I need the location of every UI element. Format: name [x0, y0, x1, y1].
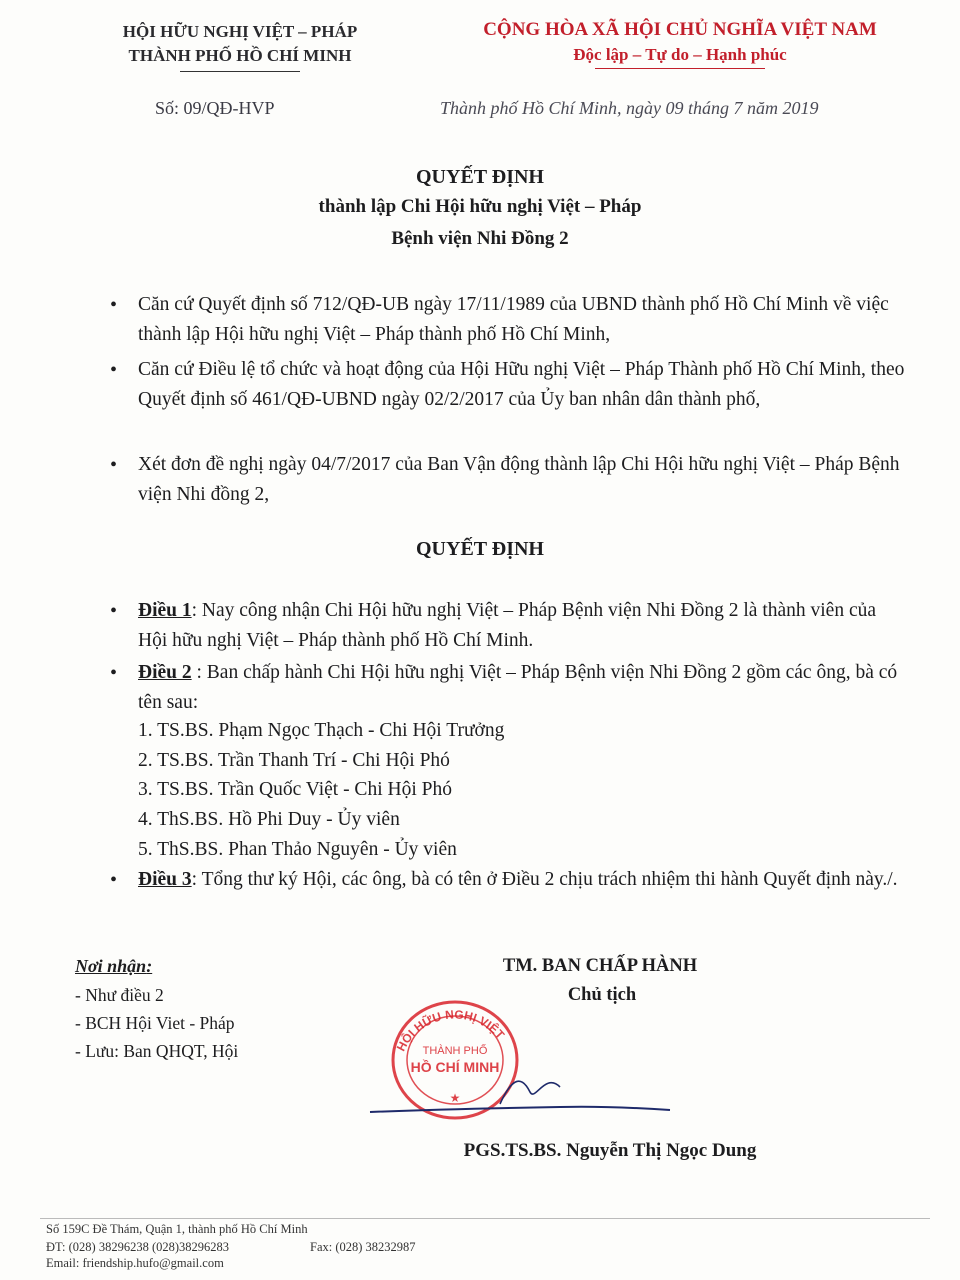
basis-text: Căn cứ Điều lệ tổ chức và hoạt động của Hội Hữu nghị Việt – Pháp Thành phố Hồ Chí Minh, theo Quyết định số 461/QĐ-UBND ngày 02/2/2017 của Ủy ban nhân dân thành phố,: [138, 359, 905, 410]
article-2-label: Điều 2: [138, 662, 192, 683]
bullet-icon: •: [110, 869, 118, 891]
stamp-line-2: HỒ CHÍ MINH: [410, 1059, 500, 1075]
bullet-icon: •: [110, 600, 118, 622]
member-item: 3. TS.BS. Trần Quốc Việt - Chi Hội Phó: [138, 779, 452, 800]
footer-divider: [40, 1218, 930, 1219]
recipients-heading: [75, 956, 152, 977]
org-name: HỘI HỮU NGHỊ VIỆT – PHÁP: [122, 22, 358, 41]
handwritten-signature-icon: [360, 1052, 680, 1122]
bullet-icon: •: [110, 294, 118, 316]
recipients-heading-text: Nơi nhận: [75, 956, 147, 976]
footer-address: Số 159C Đề Thám, Quận 1, thành phố Hồ Chí Minh: [46, 1222, 308, 1236]
bullet-icon: •: [110, 359, 118, 381]
basis-text: Căn cứ Quyết định số 712/QĐ-UB ngày 17/11/1989 của UBND thành phố Hồ Chí Minh về việc thành lập Hội hữu nghị Việt – Pháp thành phố Hồ Chí Minh,: [138, 294, 889, 345]
signer-office: TM. BAN CHẤP HÀNH: [502, 956, 698, 976]
article-2-content: [138, 658, 910, 718]
recipient-item: - Lưu: Ban QHQT, Hội: [75, 1041, 239, 1061]
article-3-label: Điều 3: [138, 869, 192, 890]
document-title: QUYẾT ĐỊNH: [416, 166, 544, 188]
article-1-label: Điều 1: [138, 600, 192, 621]
footer-email: Email: friendship.hufo@gmail.com: [46, 1256, 224, 1270]
signer-title: Chủ tịch: [567, 985, 637, 1005]
article-3-content: [138, 865, 910, 895]
article-3: [110, 865, 910, 895]
org-city: THÀNH PHỐ HỒ CHÍ MINH: [128, 46, 352, 65]
basis-item: [110, 355, 910, 415]
basis-item: [110, 290, 910, 350]
article-2: [110, 658, 910, 718]
decision-heading: QUYẾT ĐỊNH: [416, 538, 544, 560]
stamp-line-1: THÀNH PHỐ: [422, 1045, 488, 1057]
signer-name: PGS.TS.BS. Nguyễn Thị Ngọc Dung: [463, 1140, 757, 1161]
basis-text: Xét đơn đề nghị ngày 04/7/2017 của Ban Vận động thành lập Chi Hội hữu nghị Việt – Pháp Bệnh viện Nhi đồng 2,: [138, 454, 900, 505]
national-header: [430, 18, 930, 69]
bullet-icon: •: [110, 662, 118, 684]
country-name: CỘNG HÒA XÃ HỘI CHỦ NGHĨA VIỆT NAM: [483, 19, 877, 40]
article-1-text: : Nay công nhận Chi Hội hữu nghị Việt – Pháp Bệnh viện Nhi Đồng 2 là thành viên của Hội hữu nghị Việt – Pháp thành phố Hồ Chí Minh.: [138, 600, 877, 651]
recipient-item: - BCH Hội Viet - Pháp: [75, 1013, 235, 1033]
organization-header: [70, 20, 410, 72]
recipients-colon: :: [146, 956, 153, 976]
basis-item: [110, 450, 910, 510]
stamp-star-icon: ★: [449, 1091, 461, 1105]
article-1-content: [138, 596, 910, 656]
bullet-icon: •: [110, 454, 118, 476]
footer-phone: ĐT: (028) 38296238 (028)38296283: [46, 1240, 230, 1254]
article-2-text: : Ban chấp hành Chi Hội hữu nghị Việt – Pháp Bệnh viện Nhi Đồng 2 gồm các ông, bà có tên sau:: [138, 662, 898, 713]
org-underline: [180, 71, 300, 72]
stamp-arc-text: HỘI HỮU NGHỊ VIỆT: [393, 1007, 508, 1054]
article-3-text: : Tổng thư ký Hội, các ông, bà có tên ở Điều 2 chịu trách nhiệm thi hành Quyết định này./.: [191, 869, 898, 890]
document-subtitle: thành lập Chi Hội hữu nghị Việt – Pháp: [318, 196, 642, 217]
national-motto: Độc lập – Tự do – Hạnh phúc: [573, 45, 787, 64]
document-subtitle-2: Bệnh viện Nhi Đồng 2: [391, 228, 569, 249]
footer-fax: Fax: (028) 38232987: [310, 1240, 416, 1254]
recipient-item: - Như điều 2: [75, 985, 164, 1005]
motto-underline: [595, 68, 765, 69]
member-item: 5. ThS.BS. Phan Thảo Nguyên - Ủy viên: [138, 839, 457, 860]
member-item: 2. TS.BS. Trần Thanh Trí - Chi Hội Phó: [138, 750, 450, 771]
member-item: 1. TS.BS. Phạm Ngọc Thạch - Chi Hội Trưởng: [138, 720, 505, 741]
member-item: 4. ThS.BS. Hồ Phi Duy - Ủy viên: [138, 809, 400, 830]
article-1: [110, 596, 910, 656]
document-number: Số: 09/QĐ-HVP: [155, 98, 275, 118]
place-date: Thành phố Hồ Chí Minh, ngày 09 tháng 7 năm 2019: [440, 98, 819, 118]
